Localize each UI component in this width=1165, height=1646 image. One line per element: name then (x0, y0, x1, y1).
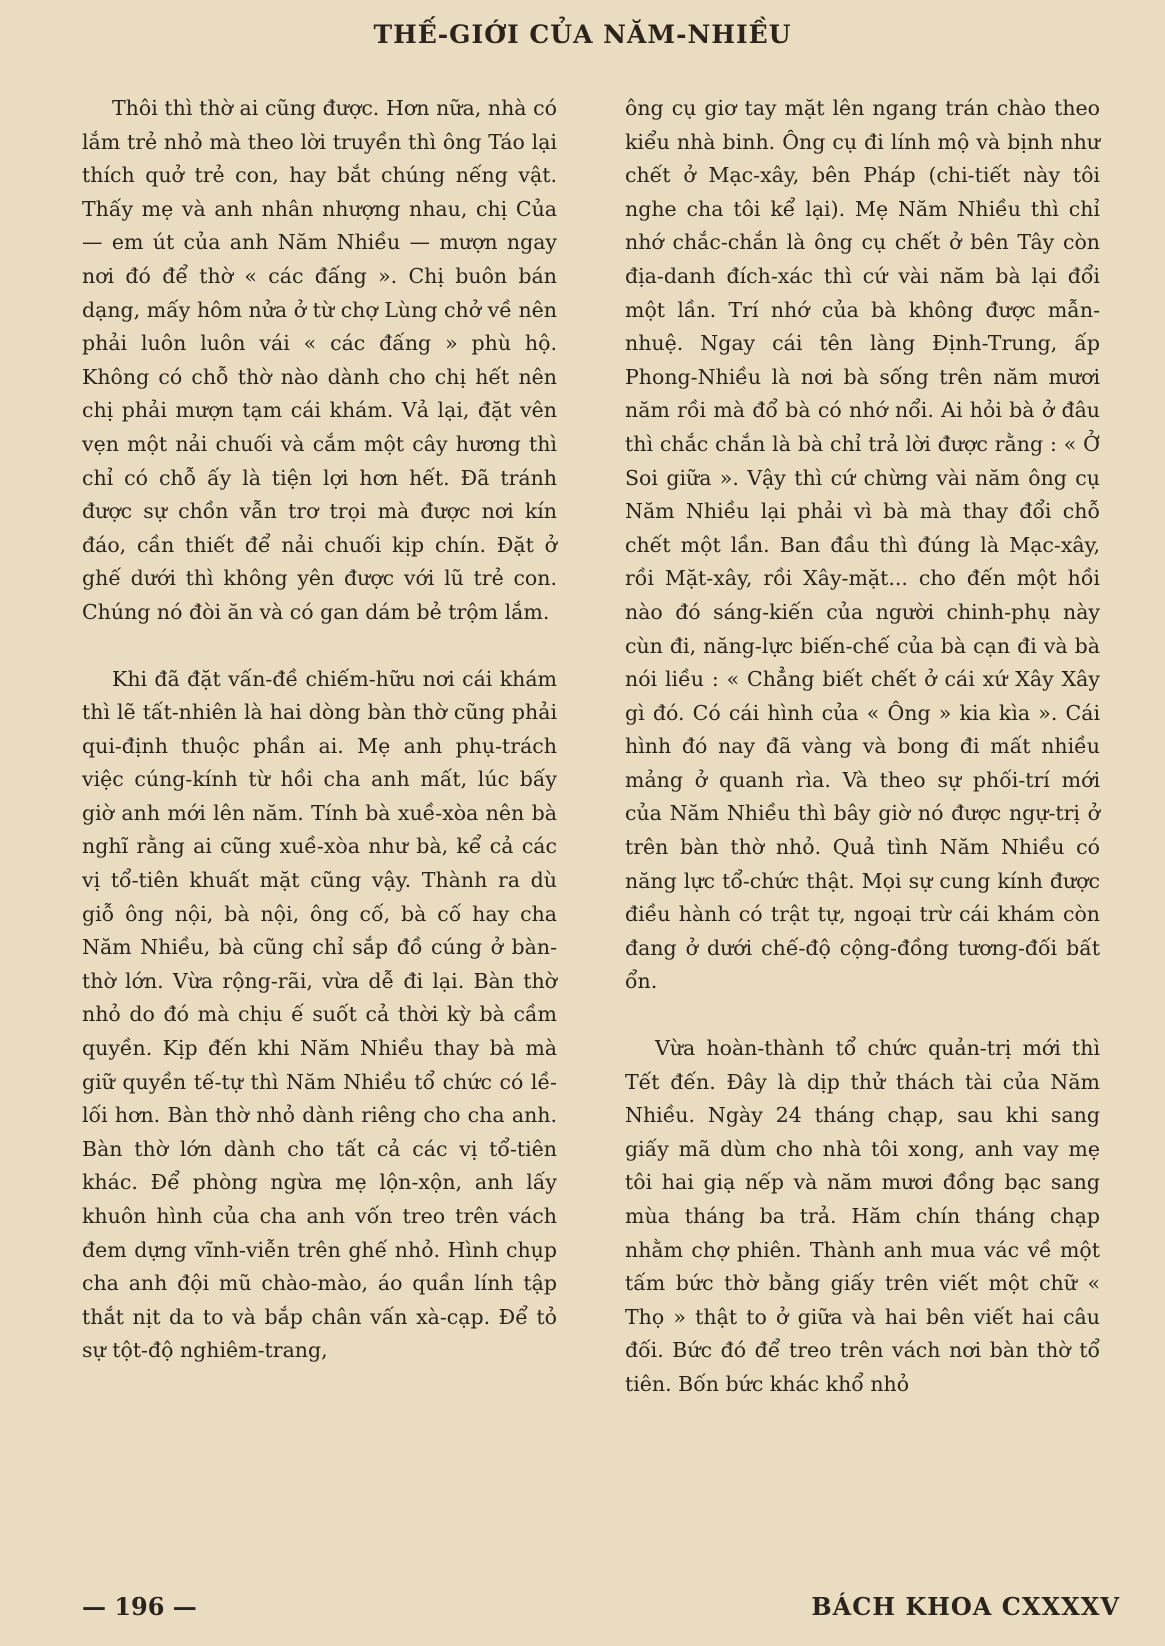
paragraph: Khi đã đặt vấn-đề chiếm-hữu nơi cái khám thì lẽ tất-nhiên là hai dòng bàn thờ cũng phải qui-định thuộc phần ai. Mẹ anh phụ-trách việc cúng-kính từ hồi cha anh mất, lúc bấy giờ anh mới lên năm. Tính bà xuề-xòa nên bà nghĩ rằng ai cũng xuề-xòa như bà, kể cả các vị tổ-tiên khuất mặt cũng vậy. Thành ra dù giỗ ông nội, bà nội, ông cố, bà cố hay cha Năm Nhiều, bà cũng chỉ sắp đồ cúng ở bàn-thờ lớn. Vừa rộng-rãi, vừa dễ đi lại. Bàn thờ nhỏ do đó mà chịu ế suốt cả thời kỳ bà cầm quyền. Kịp đến khi Năm Nhiều thay bà mà giữ quyền tế-tự thì Năm Nhiều tổ chức có lề-lối hơn. Bàn thờ nhỏ dành riêng cho cha anh. Bàn thờ lớn dành cho tất cả các vị tổ-tiên khác. Để phòng ngừa mẹ lộn-xộn, anh lấy khuôn hình của cha anh vốn treo trên vách đem dựng vĩnh-viễn trên ghế nhỏ. Hình chụp cha anh đội mũ chào-mào, áo quần lính tập thắt nịt da to và bắp chân vấn xà-cạp. Để tỏ sự tột-độ nghiêm-trang, (82, 666, 557, 1363)
page-number: — 196 — (82, 1592, 197, 1621)
paragraph: Vừa hoàn-thành tổ chức quản-trị mới thì Tết đến. Đây là dịp thử thách tài của Năm Nhiều. Ngày 24 tháng chạp, sau khi sang giấy mã dùm cho nhà tôi xong, anh vay mẹ tôi hai giạ nếp và năm mươi đồng bạc sang mùa tháng ba trả. Hăm chín tháng chạp nhằm chợ phiên. Thành anh mua vác về một tấm bức thờ bằng giấy trên viết một chữ « Thọ » thật to ở giữa và hai bên viết hai câu đối. Bức đó để treo trên vách nơi bàn thờ tổ tiên. Bốn bức khác khổ nhỏ (625, 1036, 1100, 1396)
running-header: THẾ-GIỚI CỦA NĂM-NHIỀU (373, 20, 792, 49)
paragraph: Thôi thì thờ ai cũng được. Hơn nữa, nhà có lắm trẻ nhỏ mà theo lời truyền thì ông Táo lại thích quở trẻ con, hay bắt chúng nếng vật. Thấy mẹ và anh nhân nhượng nhau, chị Của — em út của anh Năm Nhiều — mượn ngay nơi đó để thờ « các đấng ». Chị buôn bán dạng, mấy hôm nửa ở từ chợ Lùng chở về nên phải luôn luôn vái « các đấng » phù hộ. Không có chỗ thờ nào dành cho chị hết nên chị phải mượn tạm cái khám. Vả lại, đặt vên vẹn một nải chuối và cắm một cây hương thì chỉ có chỗ ấy là tiện lợi hơn hết. Đã tránh được sự chồn vẫn trơ trọi mà được nơi kín đáo, cần thiết để nải chuối kịp chín. Đặt ở ghế dưới thì không yên được với lũ trẻ con. Chúng nó đòi ăn và có gan dám bẻ trộm lắm. (82, 96, 557, 624)
magazine-issue: BÁCH KHOA CXXXXV (811, 1592, 1120, 1621)
right-column (625, 92, 1100, 1402)
paragraph: ông cụ giơ tay mặt lên ngang trán chào theo kiểu nhà binh. Ông cụ đi lính mộ và bịnh như chết ở Mạc-xây, bên Pháp (chi-tiết này tôi nghe cha tôi kể lại). Mẹ Năm Nhiều thì chỉ nhớ chắc-chắn là ông cụ chết ở bên Tây còn địa-danh đích-xác thì cứ vài năm bà lại đổi một lần. Trí nhớ của bà không được mẫn-nhuệ. Ngay cái tên làng Định-Trung, ấp Phong-Nhiều là nơi bà sống trên năm mươi năm rồi mà đổ bà có nhớ nổi. Ai hỏi bà ở đâu thì chắc chắn là bà chỉ trả lời được rằng : « Ở Soi giữa ». Vậy thì cứ chừng vài năm ông cụ Năm Nhiều lại phải vì bà mà thay đổi chỗ chết một lần. Ban đầu thì đúng là Mạc-xây, rồi Mặt-xây, rồi Xây-mặt... cho đến một hồi nào đó sáng-kiến của người chinh-phụ này cùn đi, năng-lực biến-chế của bà cạn đi và bà nói liều : « Chẳng biết chết ở cái xứ Xây Xây gì đó. Có cái hình của « Ông » kia kìa ». Cái hình đó nay đã vàng và bong đi mất nhiều mảng ở quanh rìa. Và theo sự phối-trí mới của Năm Nhiều thì bây giờ nó được ngự-trị ở trên bàn thờ nhỏ. Quả tình Năm Nhiều có năng lực tổ-chức thật. Mọi sự cung kính được điều hành có trật tự, ngoại trừ cái khám còn đang ở dưới chế-độ cộng-đồng tương-đối bất ổn. (625, 96, 1100, 994)
left-column (82, 92, 557, 1368)
